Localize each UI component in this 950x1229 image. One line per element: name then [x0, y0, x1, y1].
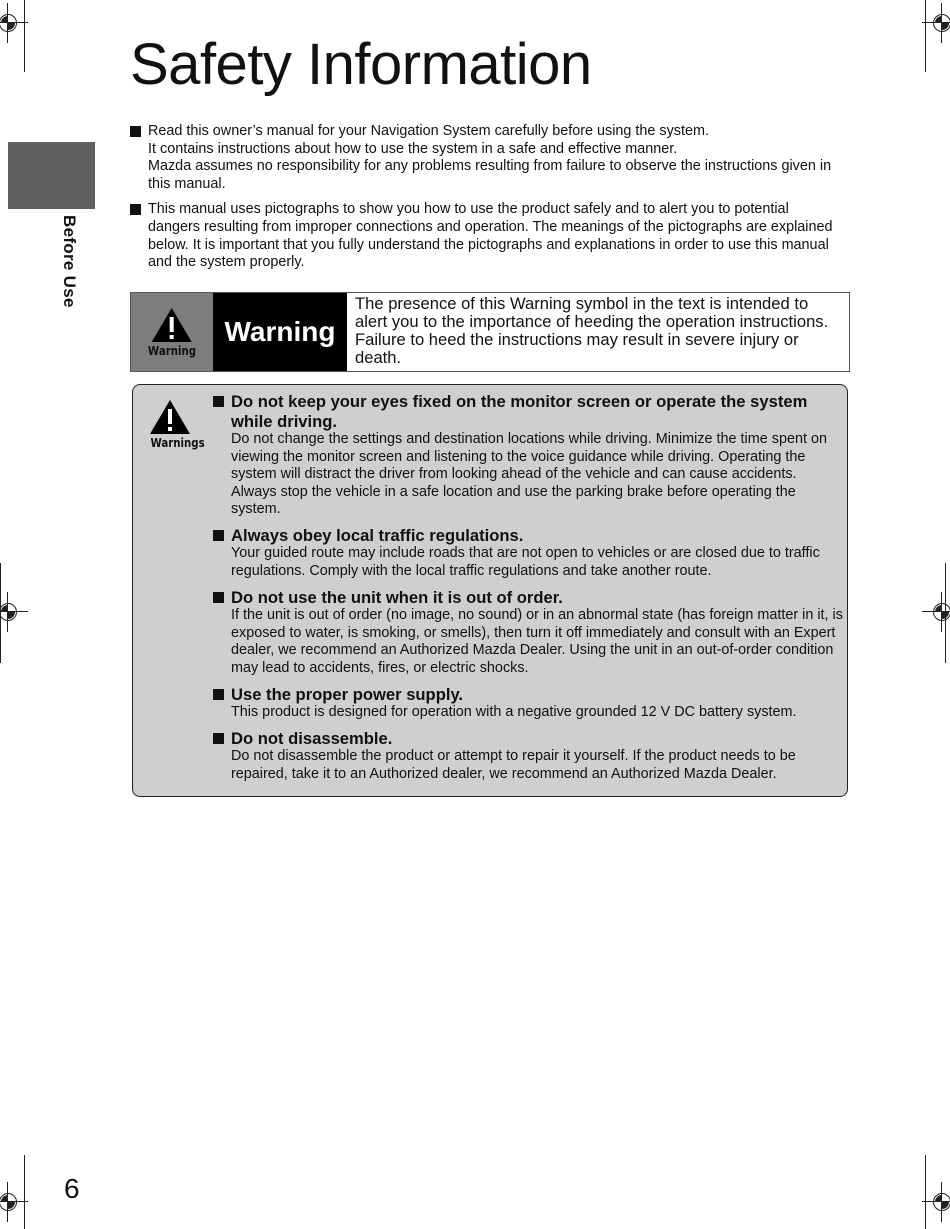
bullet-square-icon	[213, 689, 224, 700]
bullet-square-icon	[213, 733, 224, 744]
legend-warning-symbol	[144, 307, 201, 358]
warning-body: Do not change the settings and destination locations while driving. Minimize the time spent on viewing the monitor screen and listening to the voice guidance while driving. Operating the system will distract the driver from looking ahead of the vehicle and can cause accidents. Always stop the vehicle in a safe location and use the parking brake before operating the system.	[231, 431, 827, 518]
registration-mark-top-right	[922, 3, 950, 43]
bullet-square-icon	[213, 530, 224, 541]
legend-icon-box	[131, 293, 213, 371]
intro-item	[130, 201, 840, 271]
intro-line: This manual uses pictographs to show you how to use the product safely and to alert you to potential dangers resulting from improper connections and operation. The meanings of the pictographs are explained below. It is important that you fully understand the pictographs and explanations in order to use this manual and the system properly.	[148, 201, 833, 271]
warning-triangle-icon	[151, 307, 193, 343]
warnings-icon-caption: Warnings	[150, 436, 205, 450]
crop-mark	[24, 1155, 25, 1229]
warning-item	[213, 588, 843, 678]
warnings-list	[213, 392, 843, 790]
warning-body: If the unit is out of order (no image, no sound) or in an abnormal state (has foreign matter in it, is exposed to water, is smoking, or smells), then turn it off immediately and consult with an Expert dealer, we recommend an Authorized Mazda Dealer. Using the unit in an out-of-order condition may lead to accidents, fires, or electric shocks.	[231, 607, 843, 676]
warning-body: This product is designed for operation with a negative grounded 12 V DC battery system.	[231, 704, 797, 721]
section-tab-label: Before Use	[60, 215, 79, 308]
bullet-square-icon	[213, 396, 224, 407]
registration-mark-bottom-right	[922, 1182, 950, 1222]
registration-mark-mid-left	[0, 592, 28, 632]
page-number: 6	[64, 1173, 80, 1204]
warnings-box	[132, 384, 848, 797]
warning-body: Do not disassemble the product or attempt to repair it yourself. If the product needs to be repaired, take it to an Authorized dealer, we recommend an Authorized Mazda Dealer.	[231, 748, 796, 782]
crop-mark	[925, 0, 926, 72]
warning-heading: Use the proper power supply.	[231, 684, 464, 704]
warning-triangle-icon	[149, 399, 191, 435]
page-title: Safety Information	[130, 32, 592, 97]
bullet-square-icon	[130, 204, 141, 215]
intro-item	[130, 123, 840, 193]
legend-icon-caption: Warning	[147, 344, 197, 358]
warning-item	[213, 685, 843, 722]
intro-line: It contains instructions about how to use the system in a safe and effective manner.	[148, 140, 678, 157]
intro-section	[130, 123, 840, 280]
crop-mark	[0, 563, 1, 663]
bullet-square-icon	[213, 592, 224, 603]
intro-line: Mazda assumes no responsibility for any problems resulting from failure to observe the instructions given in this manual.	[148, 158, 832, 192]
legend-description: The presence of this Warning symbol in the text is intended to alert you to the importance of heeding the operation instructions. Failure to heed the instructions may result in severe injury or death.	[355, 294, 829, 367]
warning-legend	[130, 292, 850, 372]
warning-heading: Do not use the unit when it is out of order.	[231, 587, 563, 607]
warning-body: Your guided route may include roads that are not open to vehicles or are closed due to traffic regulations. Comply with the local traffic regulations and take another route.	[231, 545, 820, 580]
warning-heading: Always obey local traffic regulations.	[231, 525, 524, 545]
warning-heading: Do not disassemble.	[231, 728, 393, 748]
intro-line: Read this owner’s manual for your Navigation System carefully before using the system.	[148, 123, 709, 139]
warning-heading: Do not keep your eyes fixed on the monitor screen or operate the system while driving.	[231, 392, 808, 431]
warning-item	[213, 392, 843, 519]
section-tab	[8, 142, 95, 209]
legend-label: Warning	[213, 293, 347, 371]
crop-mark	[925, 1155, 926, 1229]
warnings-symbol	[147, 399, 205, 450]
warning-item	[213, 526, 843, 581]
crop-mark	[945, 563, 946, 663]
bullet-square-icon	[130, 126, 141, 137]
crop-mark	[24, 0, 25, 72]
warning-item	[213, 729, 843, 784]
